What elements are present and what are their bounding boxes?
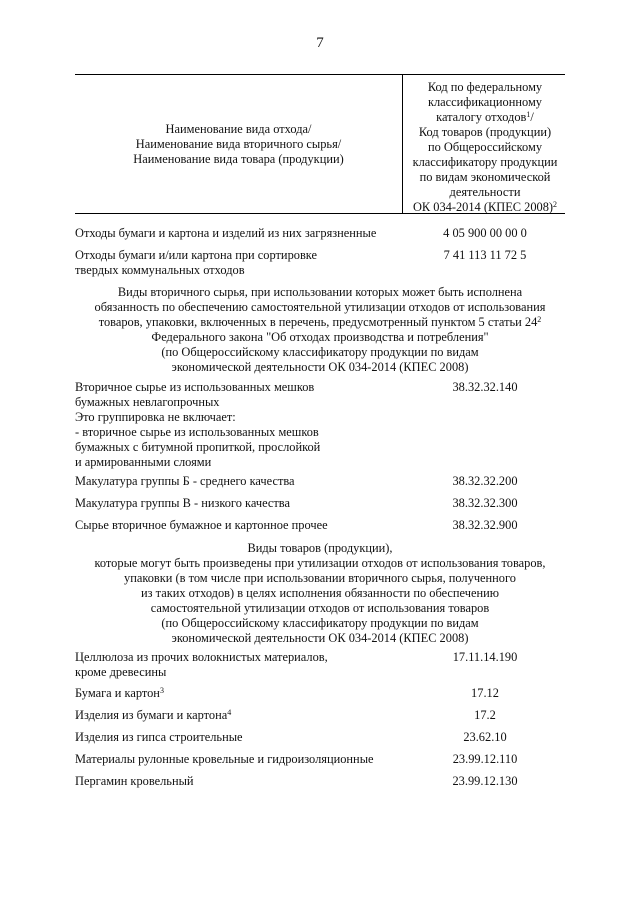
table-row-code: 7 41 113 11 72 5 bbox=[443, 248, 527, 262]
header-code-line: по Общероссийскому bbox=[427, 140, 543, 154]
table-row-name bbox=[75, 248, 405, 278]
header-code-line: Код по федеральному bbox=[427, 80, 543, 94]
header-name-column bbox=[75, 122, 402, 167]
row-name-line: Отходы бумаги и/или картона при сортировке bbox=[75, 248, 318, 262]
row-name-line: Отходы бумаги и картона и изделий из них загрязненные bbox=[75, 226, 377, 240]
header-column-divider bbox=[402, 74, 403, 213]
section-line: экономической деятельности ОК 034-2014 (КПЕС 2008) bbox=[171, 631, 469, 645]
row-name-line: Материалы рулонные кровельные и гидроизоляционные bbox=[75, 752, 374, 766]
header-code-line: классификационному bbox=[427, 95, 543, 109]
header-code-line: деятельности bbox=[449, 185, 521, 199]
section-line: Виды вторичного сырья, при использовании которых может быть исполнена bbox=[117, 285, 523, 299]
header-code-slash: / bbox=[530, 110, 534, 124]
section-heading-secondary-raw bbox=[75, 285, 565, 375]
row-name-line: бумажных с битумной пропиткой, прослойкой bbox=[75, 440, 321, 454]
table-row-code: 23.62.10 bbox=[463, 730, 507, 744]
header-code-line bbox=[405, 110, 565, 125]
header-name-line: Наименование вида отхода/ bbox=[165, 122, 312, 136]
section-line: (по Общероссийскому классификатору продукции по видам bbox=[161, 345, 479, 359]
table-row-code: 38.32.32.200 bbox=[452, 474, 518, 488]
row-name-line: - вторичное сырье из использованных мешков bbox=[75, 425, 319, 439]
header-code-line: классификатору продукции bbox=[412, 155, 558, 169]
section-line: которые могут быть произведены при утилизации отходов от использования товаров, bbox=[94, 556, 546, 570]
footnote-marker: 3 bbox=[159, 686, 164, 695]
row-name-line: Сырье вторичное бумажное и картонное прочее bbox=[75, 518, 328, 532]
section-line: экономической деятельности ОК 034-2014 (КПЕС 2008) bbox=[171, 360, 469, 374]
table-row-name bbox=[75, 774, 405, 789]
table-row-code: 4 05 900 00 00 0 bbox=[443, 226, 527, 240]
table-row-code: 17.11.14.190 bbox=[452, 650, 518, 664]
row-name-line: Бумага и картон bbox=[75, 686, 160, 700]
row-name-line: Целлюлоза из прочих волокнистых материалов, bbox=[75, 650, 328, 664]
page-number: 7 bbox=[316, 35, 324, 51]
table-row-name bbox=[75, 686, 405, 701]
table-row-name bbox=[75, 650, 405, 680]
table-row-code: 23.99.12.110 bbox=[452, 752, 518, 766]
table-row-name bbox=[75, 730, 405, 745]
table-row-name bbox=[75, 708, 405, 723]
row-name-line: Это группировка не включает: bbox=[75, 410, 236, 424]
row-name-line: Пергамин кровельный bbox=[75, 774, 194, 788]
row-name-line: Изделия из гипса строительные bbox=[75, 730, 243, 744]
row-name-line: Макулатура группы Б - среднего качества bbox=[75, 474, 295, 488]
header-code-line: Код товаров (продукции) bbox=[418, 125, 552, 139]
header-code-text: ОК 034-2014 (КПЕС 2008) bbox=[412, 200, 554, 214]
section-line: самостоятельной утилизации отходов от использования товаров bbox=[150, 601, 490, 615]
table-row-code: 38.32.32.300 bbox=[452, 496, 518, 510]
section-line: из таких отходов) в целях исполнения обязанности по обеспечению bbox=[141, 586, 499, 600]
section-text: товаров, упаковки, включенных в перечень, предусмотренный пунктом 5 статьи 24 bbox=[98, 315, 538, 329]
section-line: Федерального закона "Об отходах производства и потребления" bbox=[151, 330, 489, 344]
row-name-line: и армированными слоями bbox=[75, 455, 212, 469]
table-row-name bbox=[75, 380, 405, 470]
header-name-line: Наименование вида вторичного сырья/ bbox=[135, 137, 342, 151]
header-code-text: каталогу отходов bbox=[436, 110, 527, 124]
row-name-line: Макулатура группы В - низкого качества bbox=[75, 496, 290, 510]
table-top-rule bbox=[75, 74, 565, 75]
row-name-line: Вторичное сырье из использованных мешков bbox=[75, 380, 315, 394]
table-row-name bbox=[75, 752, 405, 767]
section-heading-products bbox=[75, 541, 565, 646]
table-row-name bbox=[75, 518, 405, 533]
footnote-marker: 2 bbox=[553, 200, 558, 209]
row-name-line: кроме древесины bbox=[75, 665, 167, 679]
table-row-name bbox=[75, 226, 405, 241]
header-name-line: Наименование вида товара (продукции) bbox=[133, 152, 344, 166]
footnote-marker: 2 bbox=[537, 315, 542, 324]
table-row-name bbox=[75, 474, 405, 489]
section-line: Виды товаров (продукции), bbox=[247, 541, 393, 555]
header-code-line: по видам экономической bbox=[419, 170, 551, 184]
header-code-line bbox=[405, 200, 565, 215]
row-name-line: Изделия из бумаги и картона bbox=[75, 708, 228, 722]
table-row-code: 23.99.12.130 bbox=[452, 774, 518, 788]
section-line: упаковки (в том числе при использовании вторичного сырья, полученного bbox=[124, 571, 516, 585]
table-row-code: 38.32.32.900 bbox=[452, 518, 518, 532]
table-row-code: 17.2 bbox=[474, 708, 496, 722]
row-name-line: твердых коммунальных отходов bbox=[75, 263, 245, 277]
section-line bbox=[75, 315, 565, 330]
section-line: (по Общероссийскому классификатору продукции по видам bbox=[161, 616, 479, 630]
table-row-code: 17.12 bbox=[471, 686, 499, 700]
header-code-column bbox=[405, 80, 565, 215]
table-row-code: 38.32.32.140 bbox=[452, 380, 518, 394]
footnote-marker: 1 bbox=[526, 110, 531, 119]
footnote-marker: 4 bbox=[227, 708, 232, 717]
section-line: обязанность по обеспечению самостоятельной утилизации отходов от использования bbox=[94, 300, 546, 314]
table-row-name bbox=[75, 496, 405, 511]
row-name-line: бумажных невлагопрочных bbox=[75, 395, 220, 409]
